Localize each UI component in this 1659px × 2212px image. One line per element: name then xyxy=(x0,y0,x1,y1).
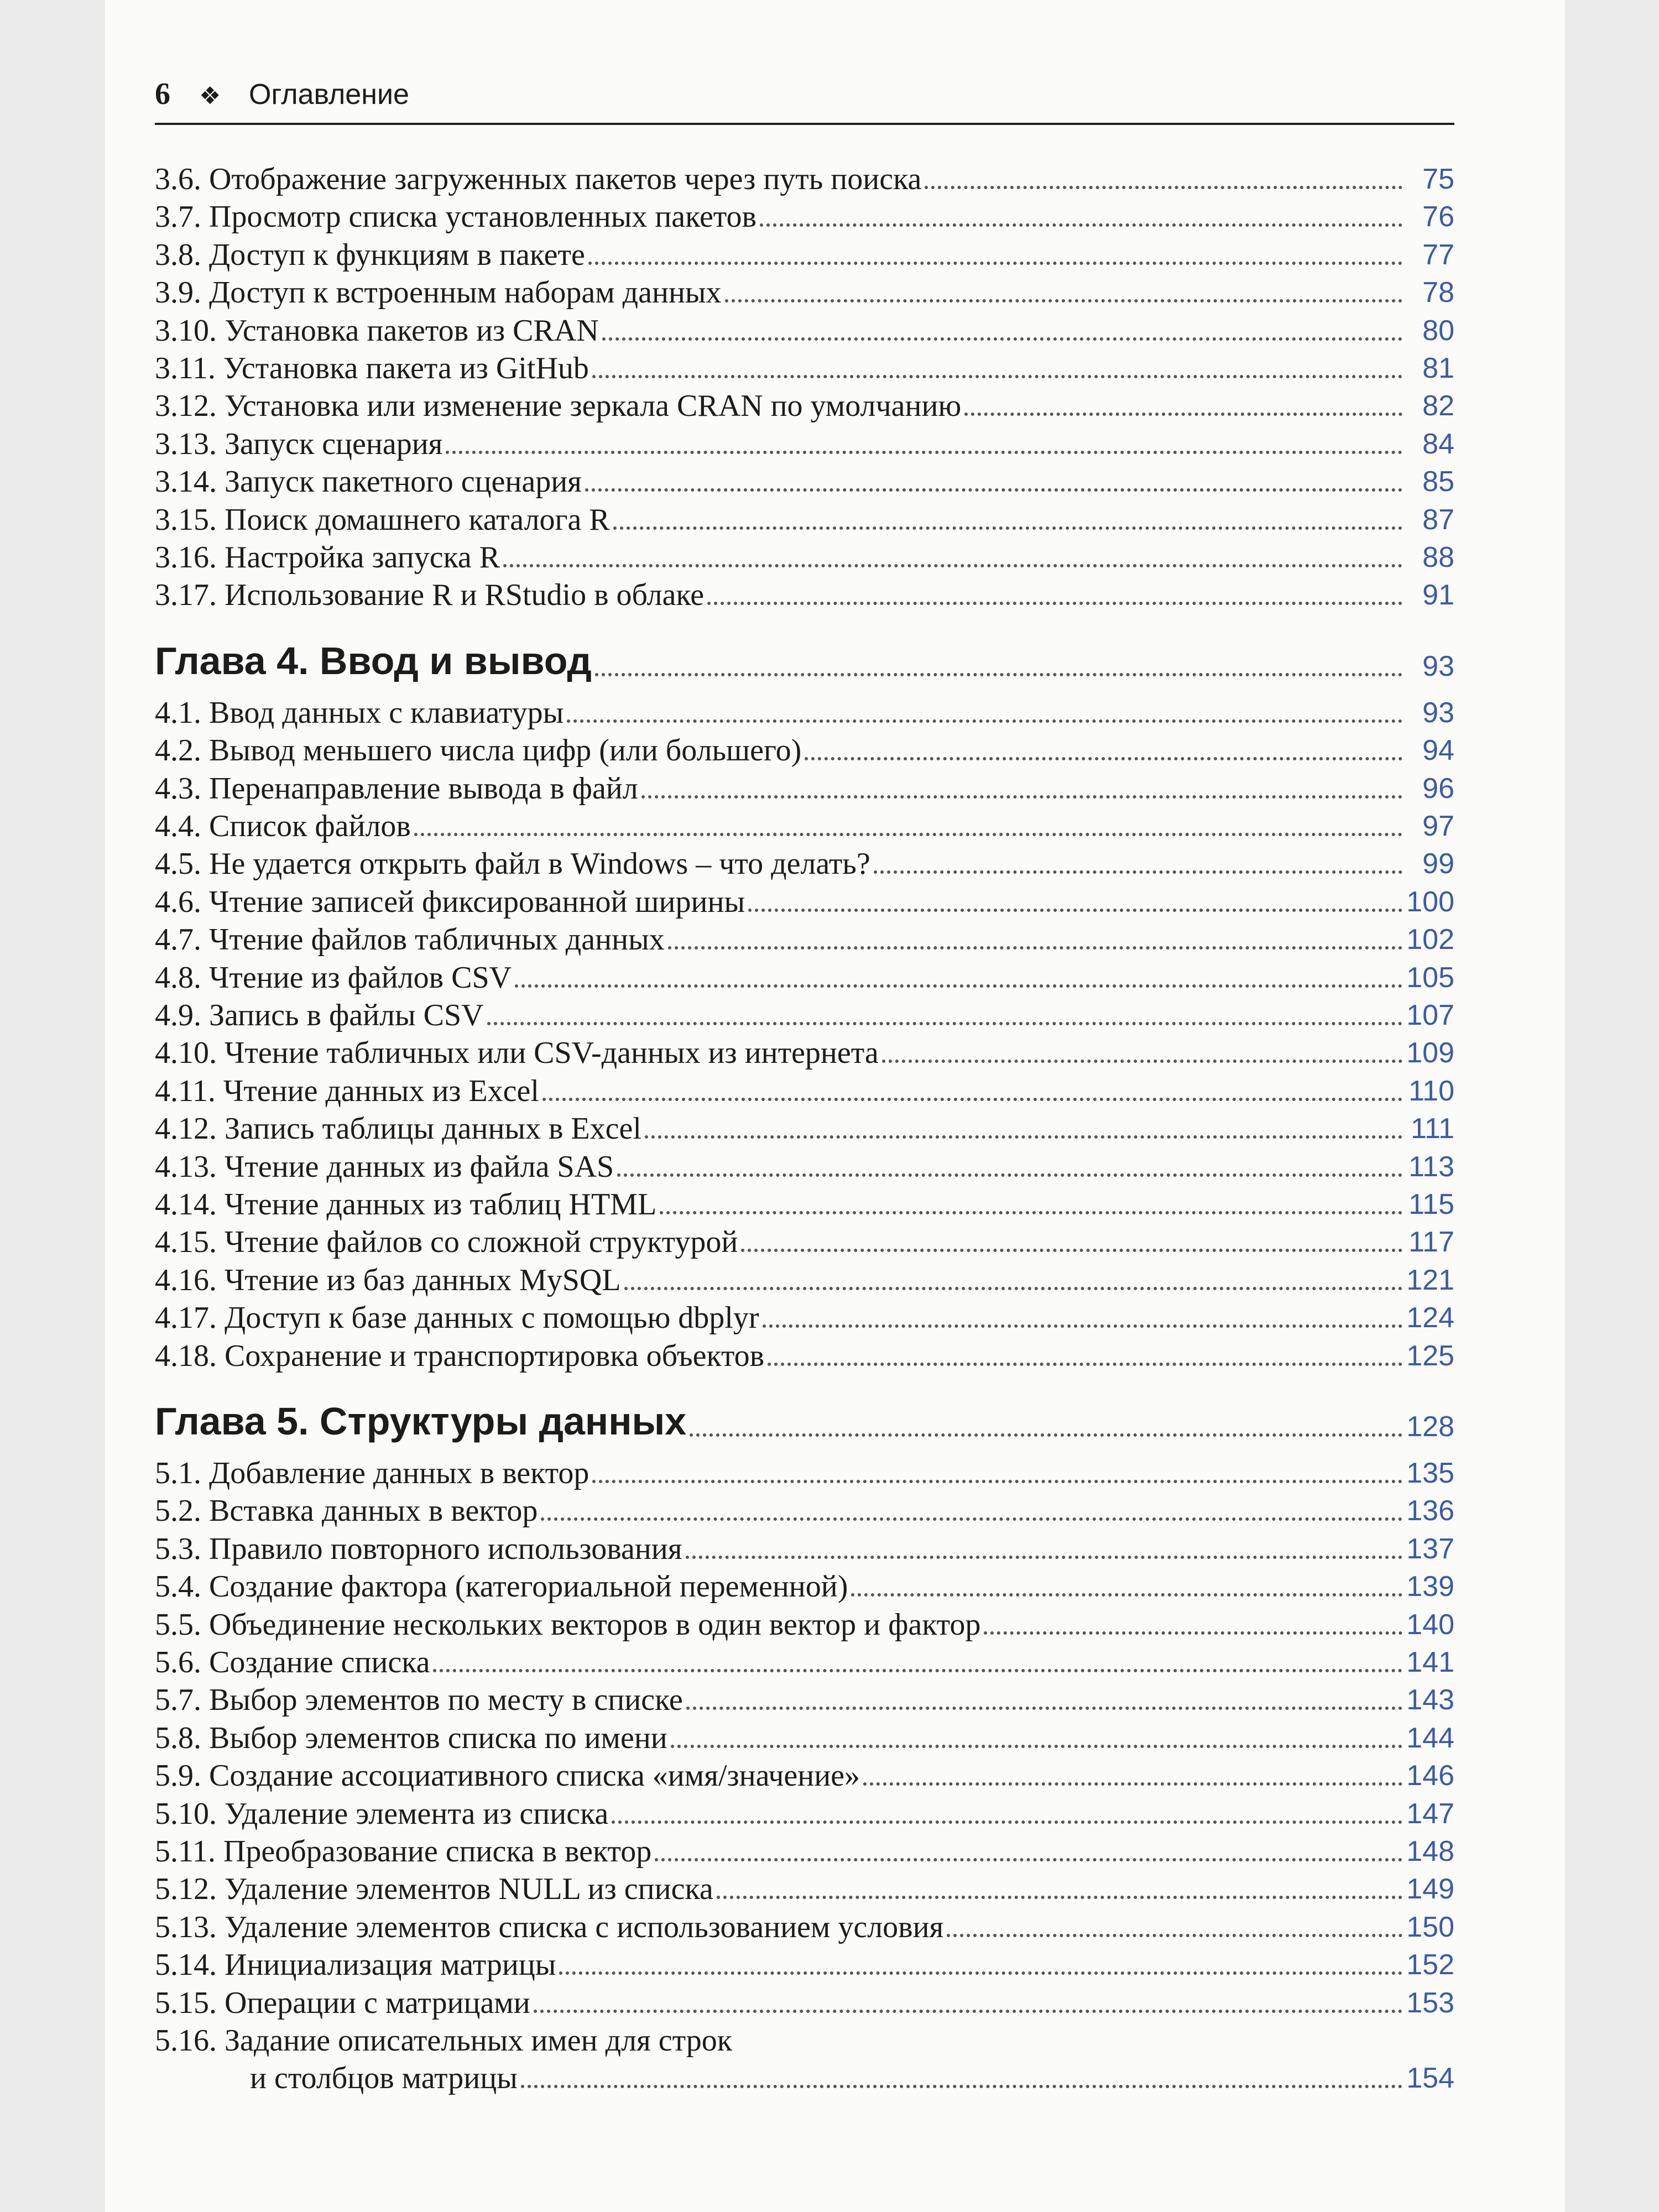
dot-leader xyxy=(671,1741,1402,1748)
dot-leader xyxy=(763,1321,1403,1328)
dot-leader xyxy=(617,1170,1402,1177)
dot-leader xyxy=(686,1552,1402,1559)
toc-section-entry xyxy=(155,1110,1454,1147)
toc-entry-title: 4.15. Чтение файлов со сложной структурой xyxy=(155,1225,738,1260)
dot-leader xyxy=(863,1779,1402,1786)
toc-entry-title: 4.14. Чтение данных из таблиц HTML xyxy=(155,1187,657,1222)
dot-leader xyxy=(592,1477,1402,1483)
toc-page-number: 153 xyxy=(1406,1986,1454,2019)
toc-entry-title: 4.4. Список файлов xyxy=(155,809,411,843)
toc-entry-title: Глава 4. Ввод и вывод xyxy=(155,639,592,682)
toc-entry-title-continuation: и столбцов матрицы xyxy=(250,2061,518,2096)
toc-entry-title: 3.13. Запуск сценария xyxy=(155,426,443,461)
dot-leader xyxy=(882,1056,1402,1063)
toc-page-number: 143 xyxy=(1406,1684,1454,1717)
dot-leader xyxy=(645,1132,1402,1139)
toc-section-entry xyxy=(155,732,1454,769)
dot-leader xyxy=(613,523,1402,530)
toc-entry-title: 5.7. Выбор элементов по месту в списке xyxy=(155,1683,683,1718)
dot-leader xyxy=(707,598,1402,605)
dot-leader xyxy=(964,409,1402,416)
toc-section-entry xyxy=(155,1299,1454,1337)
toc-entry-title: 3.8. Доступ к функциям в пакете xyxy=(155,237,585,272)
toc-section-entry xyxy=(155,425,1454,463)
dot-leader xyxy=(585,485,1402,492)
toc-section-entry xyxy=(155,387,1454,425)
toc-entry-title: 5.5. Объединение нескольких векторов в один вектор и фактор xyxy=(155,1607,981,1642)
toc-page-number: 121 xyxy=(1406,1264,1454,1296)
toc-page-number: 136 xyxy=(1406,1495,1454,1527)
toc-section-entry xyxy=(155,997,1454,1034)
toc-page-number: 139 xyxy=(1406,1571,1454,1603)
toc-entry-title: 3.14. Запуск пакетного сценария xyxy=(155,465,582,499)
toc-section-entry xyxy=(155,1072,1454,1110)
dot-leader xyxy=(414,830,1402,836)
toc-page-number: 154 xyxy=(1406,2062,1454,2095)
toc-page-number: 93 xyxy=(1422,696,1454,729)
dot-leader xyxy=(433,1666,1402,1672)
toc-entry-title: 4.1. Ввод данных с клавиатуры xyxy=(155,695,564,730)
toc-section-entry xyxy=(155,463,1454,500)
toc-entry-title: 5.3. Правило повторного использования xyxy=(155,1531,682,1566)
book-page xyxy=(105,0,1565,2212)
toc-page-number: 91 xyxy=(1422,579,1454,612)
toc-section-entry xyxy=(155,1833,1454,1870)
dot-leader xyxy=(624,1284,1402,1290)
toc-page-number: 141 xyxy=(1406,1646,1454,1678)
toc-page-number: 94 xyxy=(1422,734,1454,767)
toc-entry-title: 5.6. Создание списка xyxy=(155,1645,430,1679)
toc-entry-title: 3.7. Просмотр списка установленных пакетов xyxy=(155,200,757,234)
toc-section-entry xyxy=(155,1606,1454,1644)
toc-page-number: 75 xyxy=(1422,163,1454,195)
toc-section-entry xyxy=(155,198,1454,236)
toc-entry-title: 4.13. Чтение данных из файла SAS xyxy=(155,1149,614,1184)
toc-section-entry xyxy=(155,1337,1454,1375)
dot-leader xyxy=(542,1094,1402,1101)
toc-section-entry xyxy=(155,539,1454,576)
dot-leader xyxy=(592,372,1402,378)
toc-entry-title: 3.17. Использование R и RStudio в облаке xyxy=(155,578,705,613)
toc-page-number: 99 xyxy=(1422,848,1454,880)
toc-page-number: 135 xyxy=(1406,1457,1454,1489)
toc-page-number: 100 xyxy=(1406,885,1454,918)
toc-section-entry xyxy=(155,1908,1454,1946)
toc-page-number: 117 xyxy=(1408,1226,1454,1259)
dot-leader xyxy=(541,1514,1402,1521)
toc-section-entry xyxy=(155,1681,1454,1719)
toc-chapter-entry xyxy=(155,1397,1454,1446)
dot-leader xyxy=(748,905,1402,912)
toc-entry-title: 4.18. Сохранение и транспортировка объектов xyxy=(155,1338,765,1373)
toc-entry-title: 3.10. Установка пакетов из CRAN xyxy=(155,313,599,348)
toc-entry-title: 5.12. Удаление элементов NULL из списка xyxy=(155,1872,713,1907)
toc-page-number: 87 xyxy=(1422,503,1454,536)
header-title: Оглавление xyxy=(249,79,409,111)
toc-page-number: 149 xyxy=(1406,1873,1454,1906)
toc-section-entry xyxy=(155,807,1454,845)
toc-page-number: 109 xyxy=(1406,1037,1454,1070)
toc-page-number: 111 xyxy=(1410,1113,1454,1145)
toc-section-entry xyxy=(155,501,1454,539)
toc-entry-title: 3.11. Установка пакета из GitHub xyxy=(155,351,589,385)
dot-leader xyxy=(690,1430,1402,1437)
toc-page-number: 85 xyxy=(1422,466,1454,498)
toc-page-number: 80 xyxy=(1422,314,1454,347)
dot-leader xyxy=(446,447,1402,454)
toc-page-number: 140 xyxy=(1406,1608,1454,1641)
toc-page-number: 77 xyxy=(1422,238,1454,271)
running-header xyxy=(155,76,1454,114)
toc-page-number: 107 xyxy=(1406,999,1454,1031)
toc-section-entry xyxy=(155,845,1454,883)
toc-section-entry xyxy=(155,1186,1454,1223)
dot-leader xyxy=(947,1931,1402,1937)
toc-page-number: 146 xyxy=(1406,1760,1454,1792)
toc-section-entry xyxy=(155,576,1454,614)
toc-section-entry xyxy=(155,1757,1454,1794)
toc-page-number: 148 xyxy=(1406,1835,1454,1867)
toc-entry-title: 4.5. Не удается открыть файл в Windows – что делать? xyxy=(155,847,870,881)
dot-leader xyxy=(612,1817,1402,1824)
toc-entry-title: 3.9. Доступ к встроенным наборам данных xyxy=(155,275,722,310)
toc-section-entry xyxy=(155,236,1454,274)
toc-section-entry xyxy=(155,1795,1454,1833)
dot-leader xyxy=(515,981,1402,988)
dot-leader xyxy=(534,2006,1402,2013)
toc-entry-title: 3.16. Настройка запуска R xyxy=(155,540,500,575)
dot-leader xyxy=(655,1855,1402,1861)
toc-section-entry xyxy=(155,1148,1454,1186)
dot-leader xyxy=(559,1968,1402,1975)
toc-page-number: 84 xyxy=(1422,427,1454,460)
toc-section-entry xyxy=(155,1454,1454,1492)
dot-leader xyxy=(686,1703,1402,1710)
dot-leader xyxy=(725,296,1402,302)
toc-section-entry xyxy=(155,883,1454,921)
dot-leader xyxy=(487,1019,1402,1025)
toc-page-number: 128 xyxy=(1406,1411,1454,1443)
toc-page-number: 115 xyxy=(1408,1188,1454,1220)
toc-entry-title: 5.2. Вставка данных в вектор xyxy=(155,1494,538,1528)
dot-leader xyxy=(595,670,1402,676)
toc-page-number: 113 xyxy=(1408,1150,1454,1183)
toc-entry-title: 4.16. Чтение из баз данных MySQL xyxy=(155,1262,621,1297)
toc-page-number: 152 xyxy=(1406,1949,1454,1981)
dot-leader xyxy=(602,334,1402,341)
toc-page-number: 137 xyxy=(1406,1532,1454,1565)
dot-leader xyxy=(668,943,1402,950)
toc-entry-title: 5.14. Инициализация матрицы xyxy=(155,1948,556,1983)
dot-leader xyxy=(567,716,1402,723)
dot-leader xyxy=(851,1590,1402,1597)
dot-leader xyxy=(984,1628,1402,1635)
dot-leader xyxy=(503,561,1402,567)
toc-section-entry xyxy=(155,1530,1454,1568)
page-number: 6 xyxy=(155,77,170,111)
dot-leader xyxy=(521,2081,1402,2088)
toc-section-entry xyxy=(155,1946,1454,1984)
dot-leader xyxy=(760,220,1402,227)
toc-section-entry xyxy=(155,1492,1454,1530)
toc-page-number: 110 xyxy=(1408,1074,1454,1107)
toc-entry-title: 5.1. Добавление данных в вектор xyxy=(155,1456,589,1490)
toc-section-entry xyxy=(155,1719,1454,1757)
toc-entry-title: 4.7. Чтение файлов табличных данных xyxy=(155,922,665,957)
toc-section-entry xyxy=(155,1223,1454,1261)
toc-entry-title: 4.8. Чтение из файлов CSV xyxy=(155,960,512,995)
toc-entry-title: 4.17. Доступ к базе данных с помощью dbplyr xyxy=(155,1301,759,1335)
toc-page-number: 144 xyxy=(1406,1721,1454,1754)
toc-page-number: 93 xyxy=(1422,650,1454,682)
dot-leader xyxy=(741,1245,1402,1252)
toc-entry-title: 4.6. Чтение записей фиксированной ширины xyxy=(155,884,745,919)
toc-entry-title: 5.11. Преобразование списка в вектор xyxy=(155,1834,652,1869)
toc-chapter-entry xyxy=(155,637,1454,685)
toc-page-number: 102 xyxy=(1406,924,1454,956)
toc-page-number: 147 xyxy=(1406,1797,1454,1830)
toc-page-number: 97 xyxy=(1422,810,1454,842)
toc-section-entry xyxy=(155,921,1454,958)
toc-entry-title: 4.10. Чтение табличных или CSV-данных из интернета xyxy=(155,1036,879,1071)
toc-page-number: 81 xyxy=(1422,352,1454,384)
toc-section-entry xyxy=(155,694,1454,732)
header-rule xyxy=(155,123,1454,125)
toc-page-number: 82 xyxy=(1422,390,1454,422)
toc-page-number: 125 xyxy=(1406,1339,1454,1372)
toc-page-number: 105 xyxy=(1406,961,1454,994)
toc-section-entry xyxy=(155,1261,1454,1299)
dot-leader xyxy=(588,258,1402,265)
toc-page-number: 76 xyxy=(1422,201,1454,233)
toc-entry-title: 3.15. Поиск домашнего каталога R xyxy=(155,502,610,537)
toc-entry-title: 3.12. Установка или изменение зеркала CRAN по умолчанию xyxy=(155,389,962,424)
dot-leader xyxy=(641,792,1402,799)
toc-entry-title: 5.10. Удаление элемента из списка xyxy=(155,1796,609,1831)
toc-page-number: 78 xyxy=(1422,276,1454,309)
toc-section-entry xyxy=(155,1034,1454,1072)
toc-section-entry xyxy=(155,1644,1454,1681)
toc-entry-title: 4.12. Запись таблицы данных в Excel xyxy=(155,1112,641,1146)
toc-section-entry xyxy=(155,274,1454,311)
toc-section-entry xyxy=(155,312,1454,349)
toc-section-entry xyxy=(155,349,1454,387)
dot-leader xyxy=(874,867,1402,874)
ornament-icon: ❖ xyxy=(199,82,221,109)
toc-section-entry xyxy=(155,959,1454,997)
dot-leader xyxy=(660,1208,1402,1214)
toc-entry-title: 5.16. Задание описательных имен для строк xyxy=(155,2023,732,2058)
toc-page-number: 124 xyxy=(1406,1302,1454,1334)
toc-entry-title: 4.11. Чтение данных из Excel xyxy=(155,1073,539,1108)
toc-entry-title: 5.8. Выбор элементов списка по имени xyxy=(155,1720,667,1755)
toc-page-number: 150 xyxy=(1406,1911,1454,1943)
toc-section-entry xyxy=(155,2059,1454,2097)
dot-leader xyxy=(925,182,1402,189)
toc-page-number: 96 xyxy=(1422,772,1454,805)
toc-section-entry xyxy=(155,770,1454,807)
toc-entry-title: 4.2. Вывод меньшего числа цифр (или большего) xyxy=(155,733,802,768)
toc-entry-title: 5.15. Операции с матрицами xyxy=(155,1985,530,2020)
toc-section-entry xyxy=(155,1870,1454,1908)
toc-entry-title: 3.6. Отображение загруженных пакетов через путь поиска xyxy=(155,162,922,196)
toc-entry-title: 5.9. Создание ассоциативного списка «имя/значение» xyxy=(155,1759,860,1793)
toc-entry-title: Глава 5. Структуры данных xyxy=(155,1400,687,1443)
dot-leader xyxy=(717,1892,1402,1899)
toc-page-number: 88 xyxy=(1422,541,1454,573)
toc-entry-title: 5.4. Создание фактора (категориальной переменной) xyxy=(155,1569,848,1604)
toc-entry-title: 4.3. Перенаправление вывода в файл xyxy=(155,771,638,806)
toc-entry-title: 4.9. Запись в файлы CSV xyxy=(155,998,484,1032)
toc-section-entry xyxy=(155,160,1454,198)
toc-section-entry xyxy=(155,1984,1454,2022)
dot-leader xyxy=(768,1359,1402,1366)
dot-leader xyxy=(805,754,1402,760)
toc-entry-title: 5.13. Удаление элементов списка с использованием условия xyxy=(155,1910,944,1944)
toc-section-entry xyxy=(155,1568,1454,1605)
